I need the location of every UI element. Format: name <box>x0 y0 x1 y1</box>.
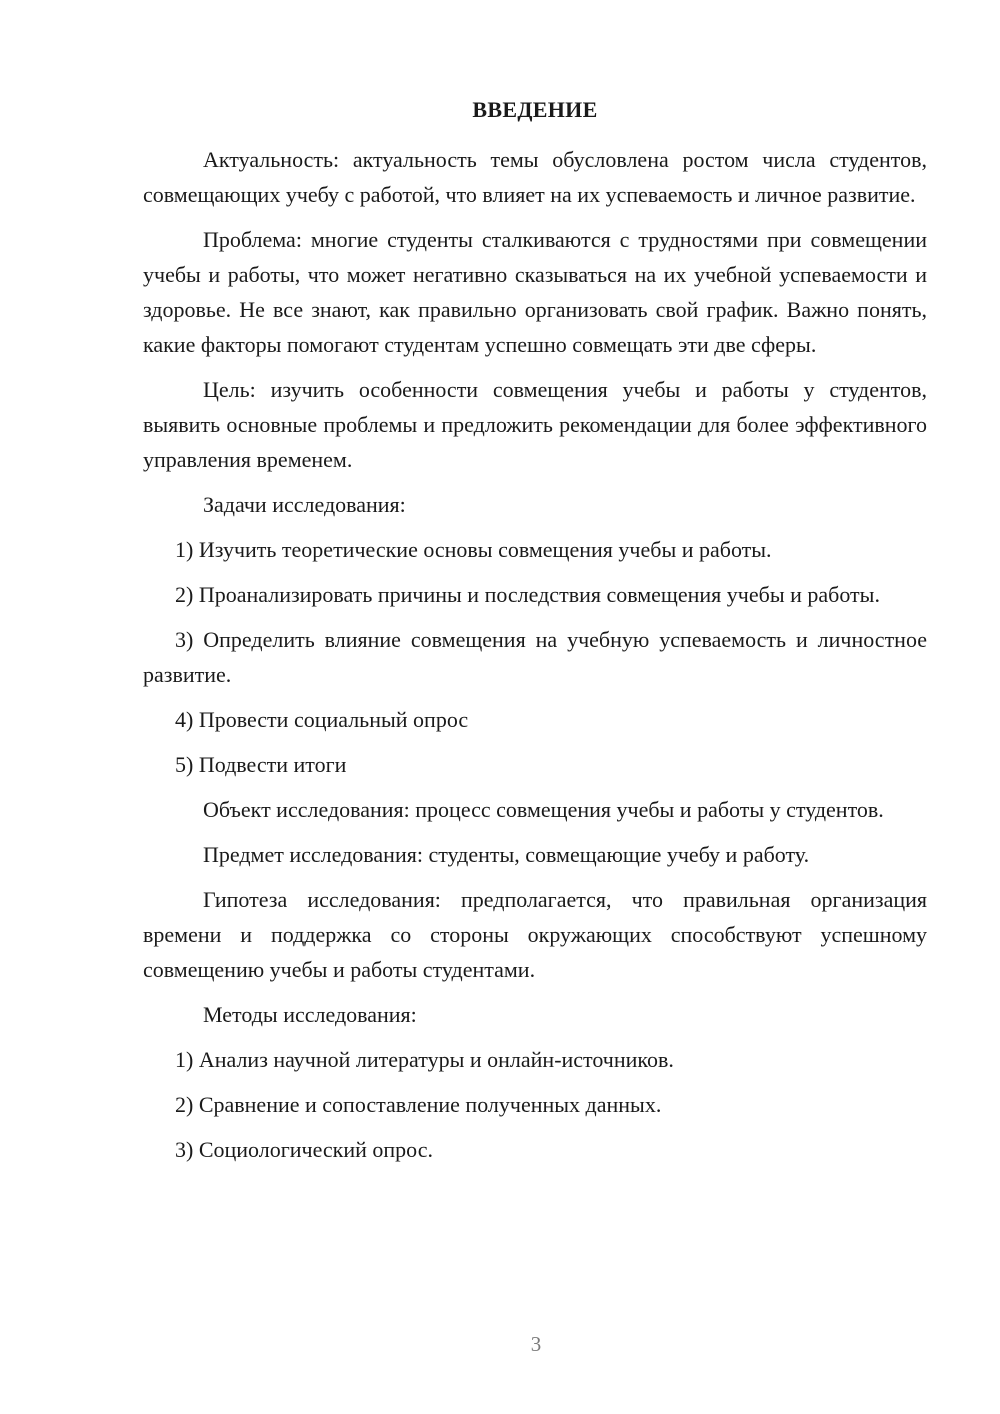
tasks-heading: Задачи исследования: <box>203 492 406 517</box>
task-item: 3) Определить влияние совмещения на учебную успеваемость и личностное развитие. <box>143 627 927 687</box>
problem-paragraph: Проблема: многие студенты сталкиваются с трудностями при совмещении учебы и работы, что может негативно сказываться на их учебной успеваемости и здоровье. Не все знают, как правильно организовать свой график. Важно понять, какие факторы помогают студентам успешно совмещать эти две сферы. <box>143 227 927 357</box>
method-item: 1) Анализ научной литературы и онлайн-источников. <box>175 1047 674 1072</box>
section-title: ВВЕДЕНИЕ <box>472 97 598 122</box>
task-item: 2) Проанализировать причины и последствия совмещения учебы и работы. <box>175 582 880 607</box>
task-item: 1) Изучить теоретические основы совмещения учебы и работы. <box>175 537 772 562</box>
hypothesis-paragraph: Гипотеза исследования: предполагается, что правильная организация времени и поддержка со стороны окружающих способствуют успешному совмещению учебы и работы студентами. <box>143 887 927 982</box>
goal-paragraph: Цель: изучить особенности совмещения учебы и работы у студентов, выявить основные проблемы и предложить рекомендации для более эффективного управления временем. <box>143 377 927 472</box>
subject-paragraph: Предмет исследования: студенты, совмещающие учебу и работу. <box>203 842 810 867</box>
methods-heading: Методы исследования: <box>203 1002 417 1027</box>
method-item: 2) Сравнение и сопоставление полученных данных. <box>175 1092 662 1117</box>
document-page <box>143 95 927 1177</box>
method-item: 3) Социологический опрос. <box>175 1137 433 1162</box>
relevance-paragraph: Актуальность: актуальность темы обусловлена ростом числа студентов, совмещающих учебу с работой, что влияет на их успеваемость и личное развитие. <box>143 147 927 207</box>
task-item: 5) Подвести итоги <box>175 752 347 777</box>
page-number: 3 <box>530 1332 542 1356</box>
task-item: 4) Провести социальный опрос <box>175 707 469 732</box>
object-paragraph: Объект исследования: процесс совмещения учебы и работы у студентов. <box>203 797 884 822</box>
